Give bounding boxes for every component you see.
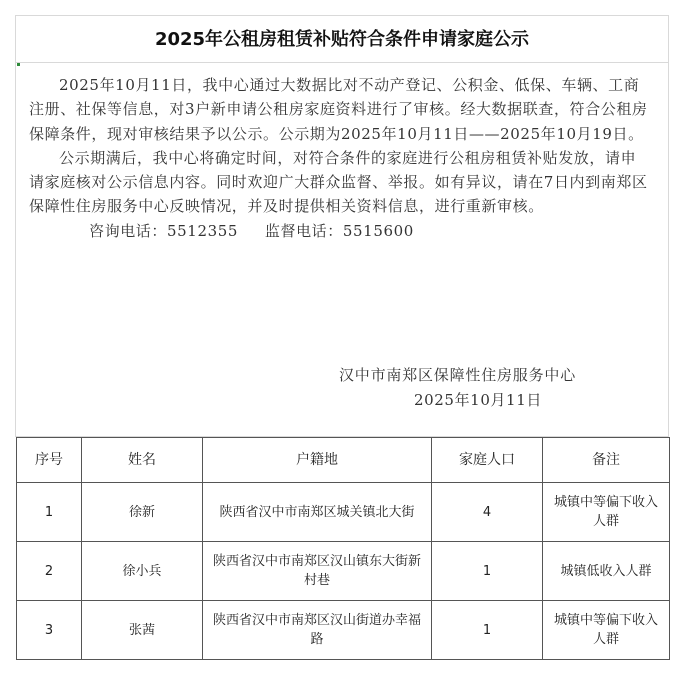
- cell-remarks: 城镇中等偏下收入人群: [543, 601, 670, 660]
- issue-date: 2025年10月11日: [414, 391, 542, 409]
- table-row: [17, 601, 670, 660]
- consult-label: 咨询电话：: [89, 221, 168, 240]
- notice-body: [29, 73, 649, 243]
- supervise-phone: 5515600: [342, 221, 414, 240]
- table-header-row: [17, 438, 670, 483]
- cell-household-size: 1: [432, 601, 543, 660]
- cell-domicile: 陕西省汉中市南郑区城关镇北大街: [203, 483, 432, 542]
- cell-household-size: 1: [432, 542, 543, 601]
- table-row: [17, 483, 670, 542]
- supervise-label: 监督电话：: [264, 221, 343, 240]
- cell-name: 徐小兵: [82, 542, 203, 601]
- header-household-size: 家庭人口: [432, 438, 543, 483]
- cell-index: 3: [17, 601, 82, 660]
- cell-index: 2: [17, 542, 82, 601]
- applicant-table: [16, 437, 670, 660]
- notice-paragraph: 2025年10月11日，我中心通过大数据比对不动产登记、公积金、低保、车辆、工商注册、社保等信息，对3户新申请公租房家庭资料进行了审核。经大数据联查，符合公租房保障条件，现对审核结果予以公示。公示期为2025年10月11日——2025年10月19日。: [29, 76, 648, 143]
- header-index: 序号: [17, 438, 82, 483]
- cell-index: 1: [17, 483, 82, 542]
- table-row: [17, 542, 670, 601]
- notice-title: 2025年公租房租赁补贴符合条件申请家庭公示: [16, 16, 668, 63]
- hotline-line: [29, 219, 649, 243]
- consult-phone: 5512355: [167, 221, 239, 240]
- cell-household-size: 4: [432, 483, 543, 542]
- cell-domicile: 陕西省汉中市南郑区汉山镇东大街新村巷: [203, 542, 432, 601]
- cell-remarks: 城镇中等偏下收入人群: [543, 483, 670, 542]
- header-domicile: 户籍地: [203, 438, 432, 483]
- issuer-name: 汉中市南郑区保障性住房服务中心: [339, 366, 577, 384]
- cell-domicile: 陕西省汉中市南郑区汉山街道办幸福路: [203, 601, 432, 660]
- header-name: 姓名: [82, 438, 203, 483]
- notice-paragraph: 公示期满后，我中心将确定时间，对符合条件的家庭进行公租房租赁补贴发放，请申请家庭核对公示信息内容。同时欢迎广大群众监督、举报。如有异议，请在7日内到南郑区保障性住房服务中心反映情况，并及时提供相关资料信息，进行重新审核。: [29, 148, 648, 216]
- corner-marker: [17, 63, 20, 66]
- cell-name: 徐新: [82, 483, 203, 542]
- header-remarks: 备注: [543, 438, 670, 483]
- cell-remarks: 城镇低收入人群: [543, 542, 670, 601]
- cell-name: 张茜: [82, 601, 203, 660]
